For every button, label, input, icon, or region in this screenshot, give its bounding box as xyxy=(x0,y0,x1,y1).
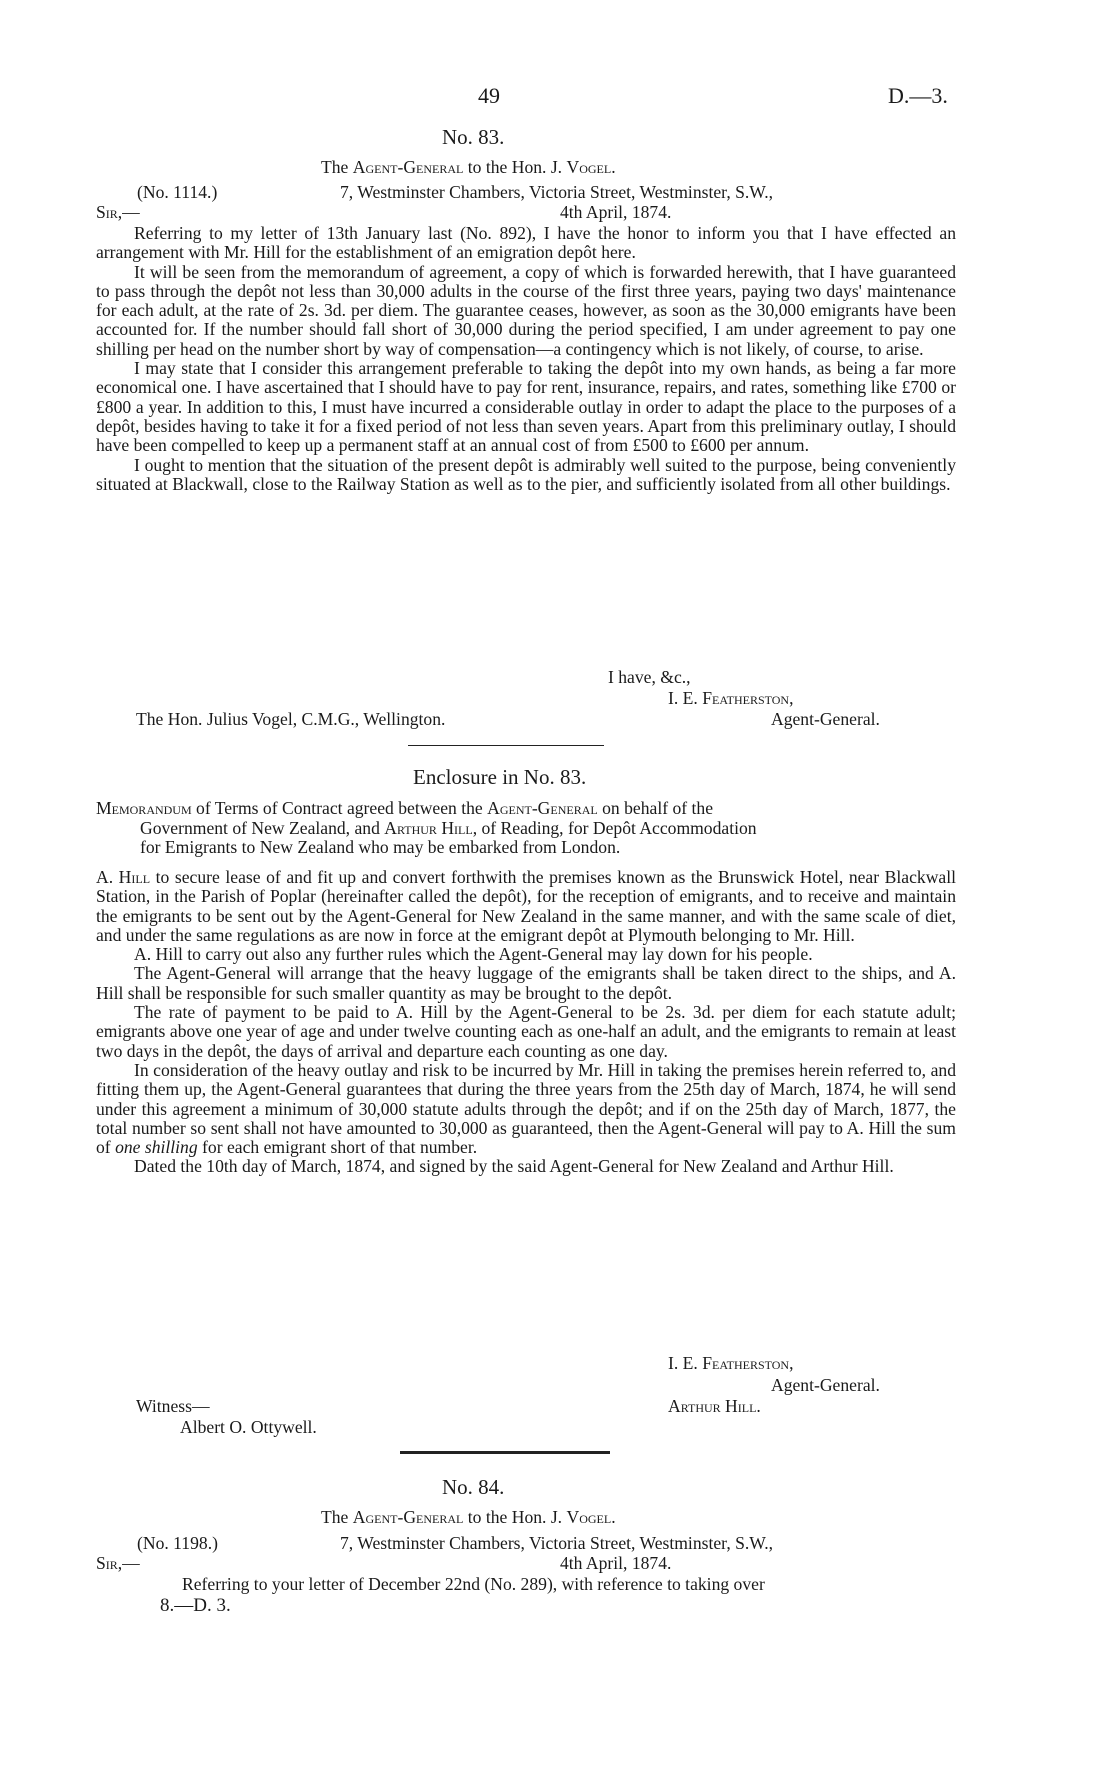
letter-83-date: 4th April, 1874. xyxy=(560,202,672,222)
witness-name: Albert O. Ottywell. xyxy=(180,1417,317,1437)
signature-mark: 8.—D. 3. xyxy=(160,1595,231,1616)
enclosure-signatory-1: I. E. Featherston, xyxy=(668,1353,794,1373)
letter-83-paragraph: I may state that I consider this arrangement preferable to taking the depôt into my own hands, as being a far more economical one. I have ascertained that I should have to pay for rent, insurance, repairs, and rates, something like £700 or £800 a year. In addition to this, I must have incurred a considerable outlay in order to adapt the place to the purposes of a depôt, besides having to take it for a fixed period of not less than seven years. Apart from this preliminary outlay, I should have been compelled to keep up a permanent staff at an annual cost of from £500 to £600 per annum. xyxy=(96,358,956,456)
enclosure-paragraph: A. Hill to carry out also any further rules which the Agent-General may lay down for his people. xyxy=(134,944,813,965)
enclosure-dated-paragraph: Dated the 10th day of March, 1874, and signed by the said Agent-General for New Zealand and Arthur Hill. xyxy=(134,1156,894,1177)
letter-84-first-line: Referring to your letter of December 22nd (No. 289), with reference to taking over xyxy=(182,1574,765,1594)
letter-84-ref: (No. 1198.) xyxy=(137,1533,218,1553)
letter-83-addressee: The Hon. Julius Vogel, C.M.G., Wellington. xyxy=(136,709,446,729)
letter-83-signatory-title: Agent-General. xyxy=(771,709,880,729)
enclosure-signatory-1-title: Agent-General. xyxy=(771,1375,880,1395)
letter-83-signatory: I. E. Featherston, xyxy=(668,688,794,708)
section-divider xyxy=(408,745,604,746)
document-reference: D.—3. xyxy=(888,83,948,108)
letter-83-number: No. 83. xyxy=(442,125,505,149)
enclosure-signatory-2: Arthur Hill. xyxy=(668,1396,761,1416)
section-divider-heavy xyxy=(400,1451,610,1454)
letter-84-salutation: Sir,— xyxy=(96,1553,140,1573)
witness-label: Witness— xyxy=(136,1396,210,1416)
enclosure-paragraph: The Agent-General will arrange that the heavy luggage of the emigrants shall be taken direct to the ships, and A. Hill shall be responsible for such smaller quantity as may be brought to the depôt. xyxy=(96,963,956,1003)
letter-84-address: 7, Westminster Chambers, Victoria Street, Westminster, S.W., xyxy=(340,1533,774,1553)
letter-83-paragraph: I ought to mention that the situation of the present depôt is admirably well suited to the purpose, being conveniently situated at Blackwall, close to the Railway Station as well as to the pier, and sufficiently isolated from all other buildings. xyxy=(96,454,956,494)
letter-83-body xyxy=(96,224,956,494)
enclosure-consideration-paragraph: In consideration of the heavy outlay and risk to be incurred by Mr. Hill in taking the premises herein referred to, and fitting them up, the Agent-General guarantees that during the three years from the 25th day of March, 1874, he will send under this agreement a minimum of 30,000 statute adults through the depôt; and if on the 25th day of March, 1877, the total number so sent shall not have amounted to 30,000 as guaranteed, then the Agent-General will pay to A. Hill the sum of one shilling for each emigrant short of that number. xyxy=(96,1059,956,1158)
letter-83-heading: The Agent-General to the Hon. J. Vogel. xyxy=(321,157,616,177)
letter-83-address: 7, Westminster Chambers, Victoria Street, Westminster, S.W., xyxy=(340,182,774,202)
memorandum-heading: Memorandum of Terms of Contract agreed between the Agent-General on behalf of the Government of New Zealand, and Arthur Hill, of Reading, for Depôt Accommodation for Emigrants to New Zealand who may be embarked from London. xyxy=(96,798,757,857)
letter-83-paragraph: Referring to my letter of 13th January last (No. 892), I have the honor to inform you that I have effected an arrangement with Mr. Hill for the establishment of an emigration depôt here. xyxy=(96,223,956,263)
letter-83-ref: (No. 1114.) xyxy=(137,182,218,202)
enclosure-title: Enclosure in No. 83. xyxy=(413,765,587,789)
page-number: 49 xyxy=(478,83,500,108)
letter-84-heading: The Agent-General to the Hon. J. Vogel. xyxy=(321,1507,616,1527)
enclosure-body xyxy=(96,868,956,1177)
letter-83-paragraph: It will be seen from the memorandum of agreement, a copy of which is forwarded herewith, that I have guaranteed to pass through the depôt not less than 30,000 adults in the course of the first three years, paying two days' maintenance for each adult, at the rate of 2s. 3d. per diem. The guarantee ceases, however, as soon as the 30,000 emigrants have been accounted for. If the number should fall short of 30,000 during the period specified, I am under agreement to pay one shilling per head on the number short by way of compensation—a contingency which is not likely, of course, to arise. xyxy=(96,261,956,359)
letter-84-date: 4th April, 1874. xyxy=(560,1553,672,1573)
enclosure-paragraph: The rate of payment to be paid to A. Hill by the Agent-General to be 2s. 3d. per diem for each statute adult; emigrants above one year of age and under twelve counting each as one-half an adult, and the emigrants to remain at least two days in the depôt, the days of arrival and departure each counting as one day. xyxy=(96,1002,956,1061)
letter-84-number: No. 84. xyxy=(442,1475,505,1499)
letter-83-salutation: Sir,— xyxy=(96,202,140,222)
enclosure-first-paragraph: A. Hill to secure lease of and fit up and convert forthwith the premises known as the Brunswick Hotel, near Blackwall Station, in the Parish of Poplar (hereinafter called the depôt), for the reception of emigrants, and to receive and maintain the emigrants to be sent out by the Agent-General for New Zealand in the same manner, and with the same scale of diet, and under the same regulations as are now in force at the emigrant depôt at Plymouth belonging to Mr. Hill. xyxy=(96,867,956,945)
letter-83-closing: I have, &c., xyxy=(608,667,691,687)
